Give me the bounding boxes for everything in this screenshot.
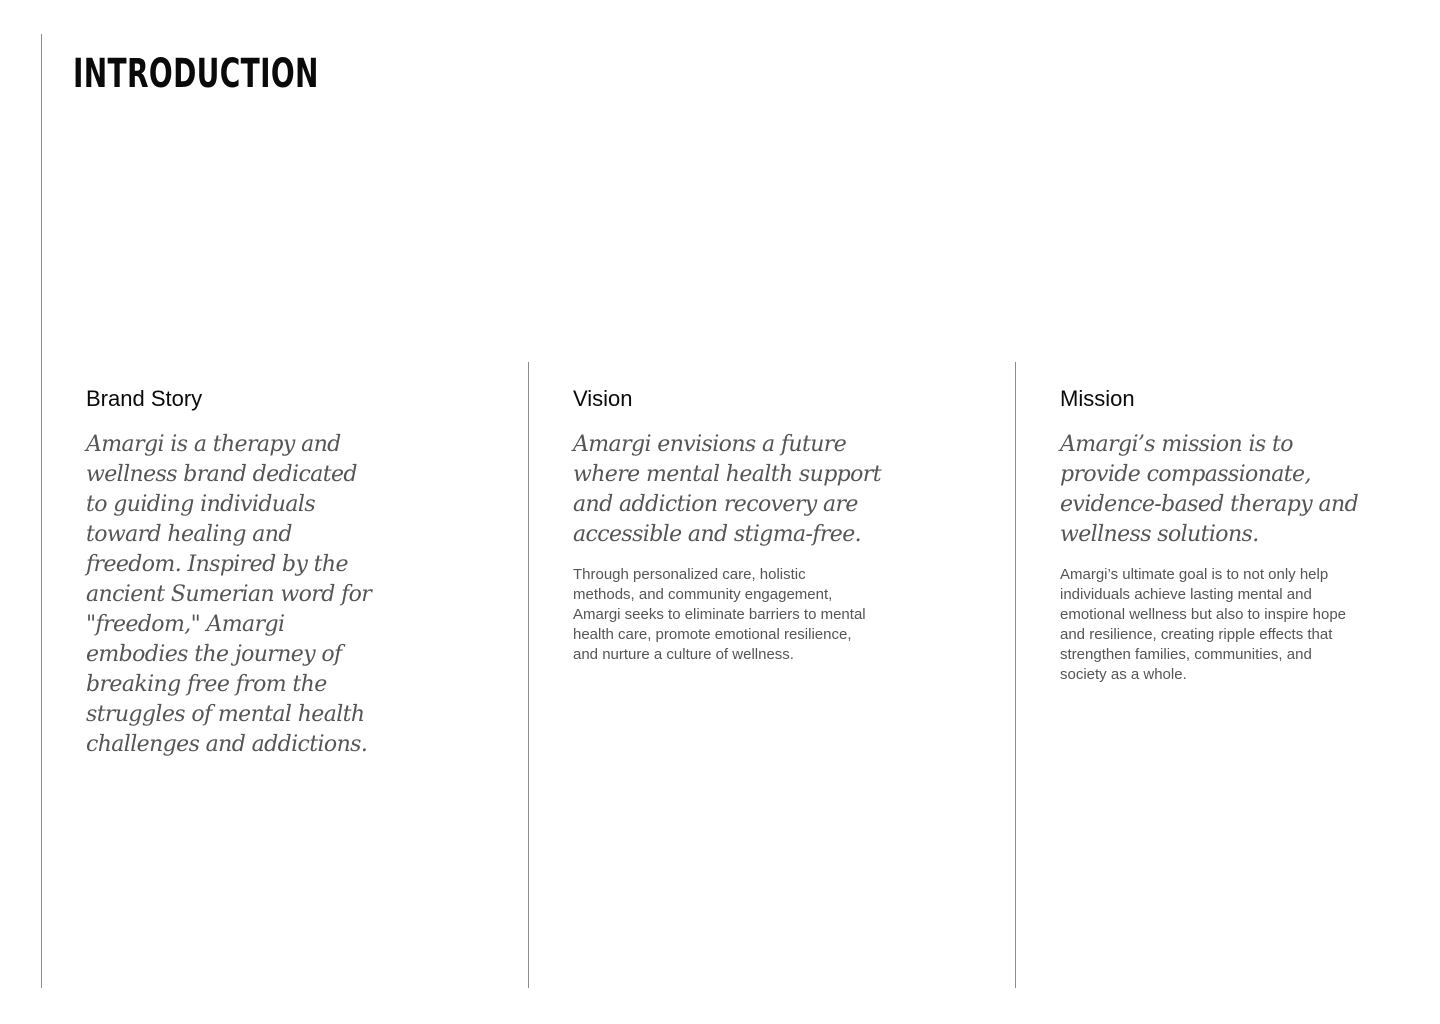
mission-body: Amargi’s ultimate goal is to not only help individuals achieve lasting mental and emotional wellness but also to inspire hope and resilience, creating ripple effects that strengthen families, communities, and society as a whole. — [1060, 566, 1347, 683]
vision-heading: Vision — [573, 386, 633, 411]
left-margin-divider — [41, 34, 42, 988]
page-title: INTRODUCTION — [73, 51, 319, 97]
column-divider-mission — [1015, 362, 1016, 988]
mission-lead: Amargi’s mission is to provide compassionate, evidence-based therapy and wellness solutions. — [1060, 432, 1359, 547]
brand-story-lead: Amargi is a therapy and wellness brand dedicated to guiding individuals toward healing and freedom. Inspired by the ancient Sumerian word for "freedom," Amargi embodies the journey of breaking free from the struggles of mental health challenges and addictions. — [86, 432, 372, 757]
vision-column — [573, 384, 903, 665]
vision-lead: Amargi envisions a future where mental health support and addiction recovery are accessible and stigma-free. — [573, 432, 881, 547]
mission-column — [1060, 384, 1360, 685]
vision-body: Through personalized care, holistic methods, and community engagement, Amargi seeks to eliminate barriers to mental health care, promote emotional resilience, and nurture a culture of wellness. — [573, 566, 866, 663]
column-divider-vision — [528, 362, 529, 988]
mission-heading: Mission — [1060, 386, 1135, 411]
brand-story-column — [86, 384, 386, 760]
brand-story-heading: Brand Story — [86, 386, 203, 411]
